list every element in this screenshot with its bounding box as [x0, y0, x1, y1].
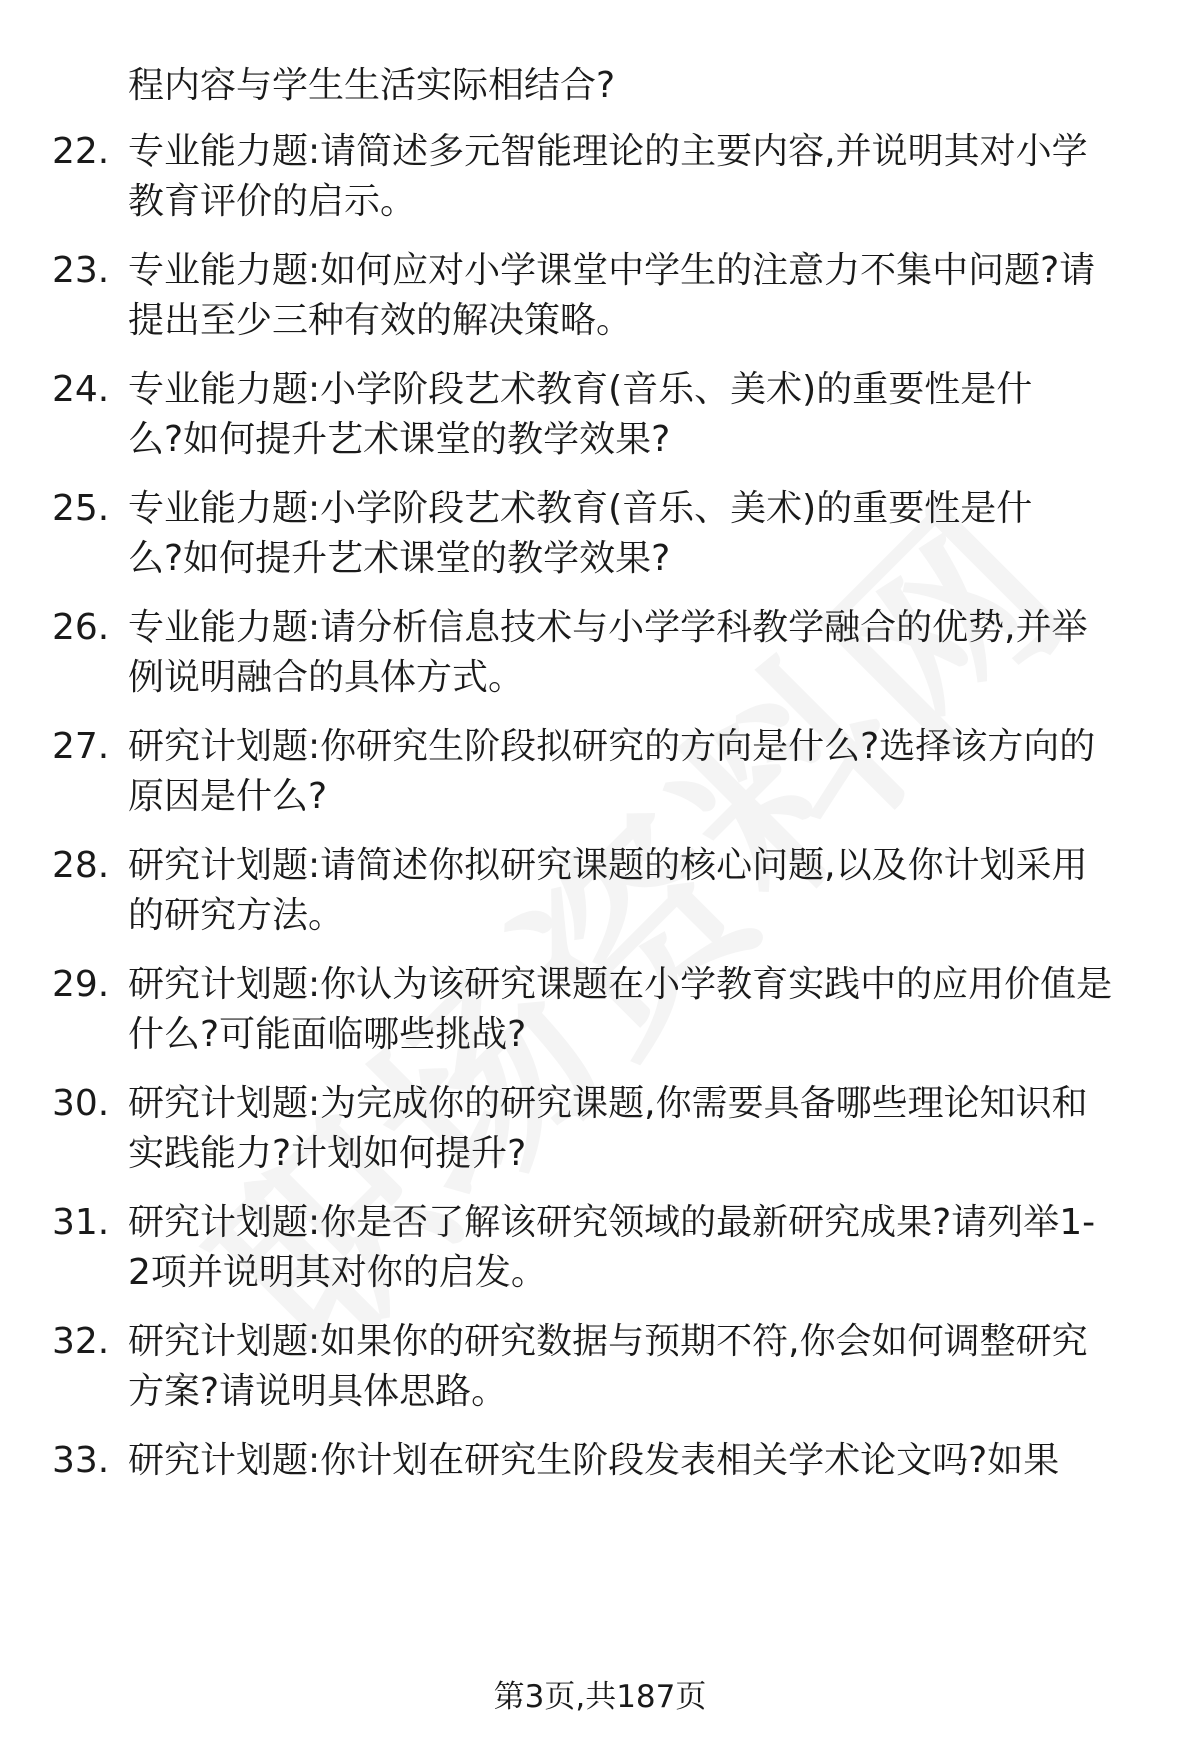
- question-text-line2: 方案?请说明具体思路。: [128, 1371, 508, 1412]
- question-text-line1: 专业能力题:小学阶段艺术教育(音乐、美术)的重要性是什: [128, 369, 1033, 410]
- question-number: 32.: [52, 1321, 110, 1362]
- question-text-line1: 专业能力题:如何应对小学课堂中学生的注意力不集中问题?请: [128, 250, 1096, 291]
- question-number: 31.: [52, 1202, 110, 1243]
- question-text-line1: 专业能力题:请简述多元智能理论的主要内容,并说明其对小学: [128, 131, 1088, 172]
- question-text-line1: 研究计划题:为完成你的研究课题,你需要具备哪些理论知识和: [128, 1083, 1088, 1124]
- question-number: 24.: [52, 369, 110, 410]
- question-text-line2: 例说明融合的具体方式。: [128, 657, 525, 698]
- question-text-line1: 专业能力题:小学阶段艺术教育(音乐、美术)的重要性是什: [128, 488, 1033, 529]
- question-text-line1: 研究计划题:请简述你拟研究课题的核心问题,以及你计划采用: [128, 845, 1088, 886]
- question-text-line2: 2项并说明其对你的启发。: [128, 1252, 547, 1293]
- question-number: 26.: [52, 607, 110, 648]
- question-number: 29.: [52, 964, 110, 1005]
- question-text-line2: 原因是什么?: [128, 776, 328, 817]
- question-text-line2: 提出至少三种有效的解决策略。: [128, 300, 633, 341]
- continued-line: 程内容与学生生活实际相结合?: [128, 65, 616, 106]
- question-text-line1: 研究计划题:如果你的研究数据与预期不符,你会如何调整研究: [128, 1321, 1088, 1362]
- question-text-line1: 专业能力题:请分析信息技术与小学学科教学融合的优势,并举: [128, 607, 1088, 648]
- question-text-line1: 研究计划题:你计划在研究生阶段发表相关学术论文吗?如果: [128, 1440, 1060, 1481]
- question-number: 28.: [52, 845, 110, 886]
- question-text-line1: 研究计划题:你是否了解该研究领域的最新研究成果?请列举1-: [128, 1202, 1096, 1243]
- question-number: 23.: [52, 250, 110, 291]
- question-text-line1: 研究计划题:你研究生阶段拟研究的方向是什么?选择该方向的: [128, 726, 1096, 767]
- question-number: 27.: [52, 726, 110, 767]
- question-number: 30.: [52, 1083, 110, 1124]
- question-number: 22.: [52, 131, 110, 172]
- question-text-line2: 的研究方法。: [128, 895, 345, 936]
- question-text-line2: 什么?可能面临哪些挑战?: [128, 1014, 527, 1055]
- question-text-line2: 么?如何提升艺术课堂的教学效果?: [128, 419, 671, 460]
- question-text-line2: 实践能力?计划如何提升?: [128, 1133, 527, 1174]
- page-footer: 第3页,共187页: [493, 1679, 707, 1715]
- question-text-line2: 么?如何提升艺术课堂的教学效果?: [128, 538, 671, 579]
- question-number: 33.: [52, 1440, 110, 1481]
- question-text-line1: 研究计划题:你认为该研究课题在小学教育实践中的应用价值是: [128, 964, 1113, 1005]
- question-number: 25.: [52, 488, 110, 529]
- question-text-line2: 教育评价的启示。: [128, 181, 417, 222]
